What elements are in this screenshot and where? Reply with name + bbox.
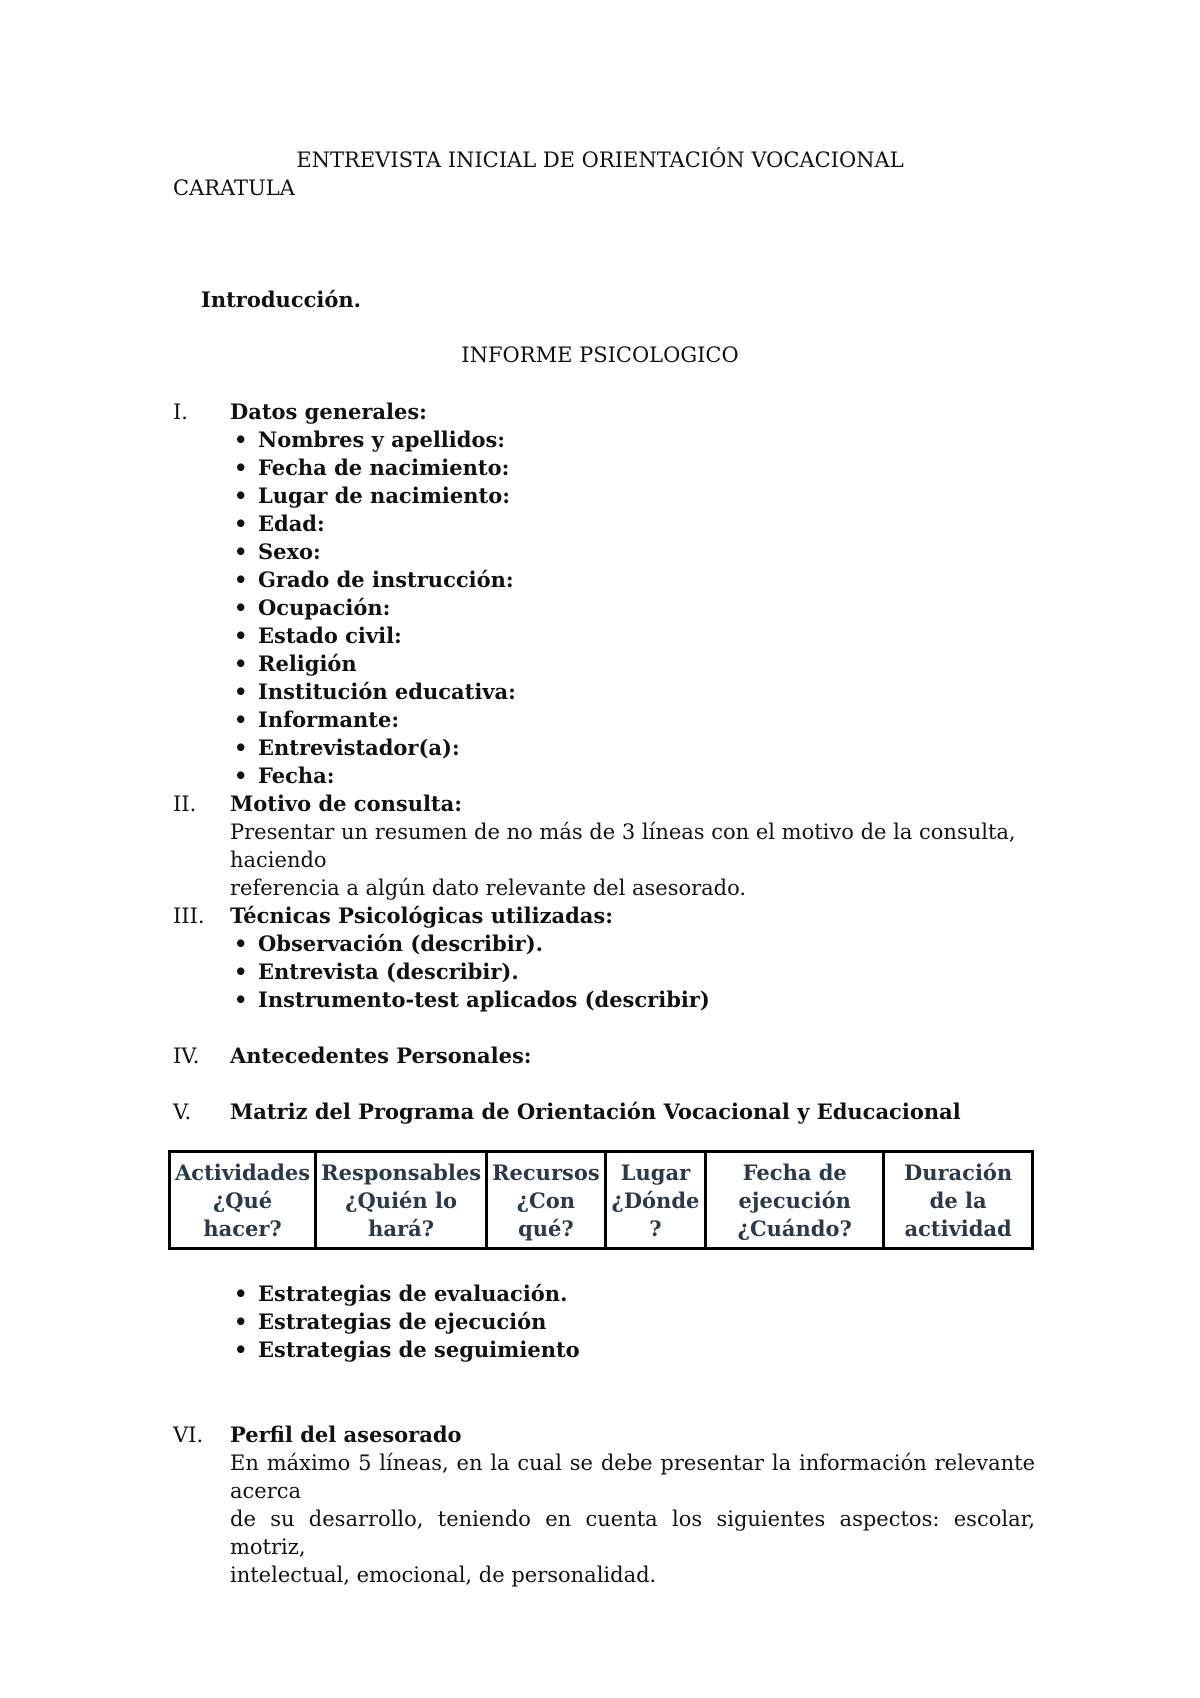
caratula-label: CARATULA <box>173 176 295 200</box>
paragraph-line: referencia a algún dato relevante del asesorado. <box>230 876 747 900</box>
program-matrix-table <box>168 1150 1034 1250</box>
paragraph-line: En máximo 5 líneas, en la cual se debe presentar la información relevante acerca <box>230 1451 1035 1503</box>
list-item: • Grado de instrucción: <box>232 566 516 594</box>
list-item: • Estado civil: <box>232 622 516 650</box>
tecnicas-list <box>232 930 710 1014</box>
list-item: • Institución educativa: <box>232 678 516 706</box>
section-3-number: III. <box>173 904 205 928</box>
datos-generales-list <box>232 426 516 790</box>
estrategias-list <box>232 1280 580 1364</box>
list-item: • Edad: <box>232 510 516 538</box>
section-4-title: Antecedentes Personales: <box>230 1043 532 1068</box>
motivo-consulta-text <box>230 818 1035 902</box>
list-item: • Fecha: <box>232 762 516 790</box>
introduccion-heading: Introducción. <box>201 287 361 312</box>
section-3-title: Técnicas Psicológicas utilizadas: <box>230 903 613 928</box>
section-1-title: Datos generales: <box>230 399 427 424</box>
section-2-number: II. <box>173 792 197 816</box>
informe-heading: INFORME PSICOLOGICO <box>461 343 739 367</box>
section-2-title: Motivo de consulta: <box>230 791 462 816</box>
section-4-number: IV. <box>173 1044 200 1068</box>
paragraph-line: de su desarrollo, teniendo en cuenta los siguientes aspectos: escolar, motriz, <box>230 1507 1035 1559</box>
section-6-number: VI. <box>173 1423 204 1447</box>
paragraph-line: Presentar un resumen de no más de 3 líneas con el motivo de la consulta, haciendo <box>230 820 1016 872</box>
paragraph-line: intelectual, emocional, de personalidad. <box>230 1563 657 1587</box>
section-1-number: I. <box>173 400 188 424</box>
list-item: • Estrategias de evaluación. <box>232 1280 580 1308</box>
list-item: • Entrevista (describir). <box>232 958 710 986</box>
table-header-cell: Responsables ¿Quién lo hará? <box>316 1152 487 1249</box>
table-row <box>170 1152 1033 1249</box>
list-item: • Estrategias de seguimiento <box>232 1336 580 1364</box>
list-item: • Informante: <box>232 706 516 734</box>
table-header-cell: Recursos ¿Con qué? <box>487 1152 606 1249</box>
list-item: • Sexo: <box>232 538 516 566</box>
list-item: • Nombres y apellidos: <box>232 426 516 454</box>
table-header-cell: Fecha de ejecución ¿Cuándo? <box>706 1152 884 1249</box>
list-item: • Lugar de nacimiento: <box>232 482 516 510</box>
table-header-cell: Actividades ¿Qué hacer? <box>170 1152 316 1249</box>
section-5-number: V. <box>173 1100 192 1124</box>
list-item: • Religión <box>232 650 516 678</box>
list-item: • Ocupación: <box>232 594 516 622</box>
list-item: • Entrevistador(a): <box>232 734 516 762</box>
section-6-title: Perfil del asesorado <box>230 1422 462 1447</box>
list-item: • Observación (describir). <box>232 930 710 958</box>
perfil-asesorado-text <box>230 1449 1035 1589</box>
section-5-title: Matriz del Programa de Orientación Vocacional y Educacional <box>230 1099 961 1124</box>
document-title: ENTREVISTA INICIAL DE ORIENTACIÓN VOCACIONAL <box>296 148 904 172</box>
list-item: • Estrategias de ejecución <box>232 1308 580 1336</box>
list-item: • Instrumento-test aplicados (describir) <box>232 986 710 1014</box>
table-header-cell: Duración de la actividad <box>884 1152 1033 1249</box>
table-header-cell: Lugar ¿Dónde ? <box>605 1152 706 1249</box>
list-item: • Fecha de nacimiento: <box>232 454 516 482</box>
